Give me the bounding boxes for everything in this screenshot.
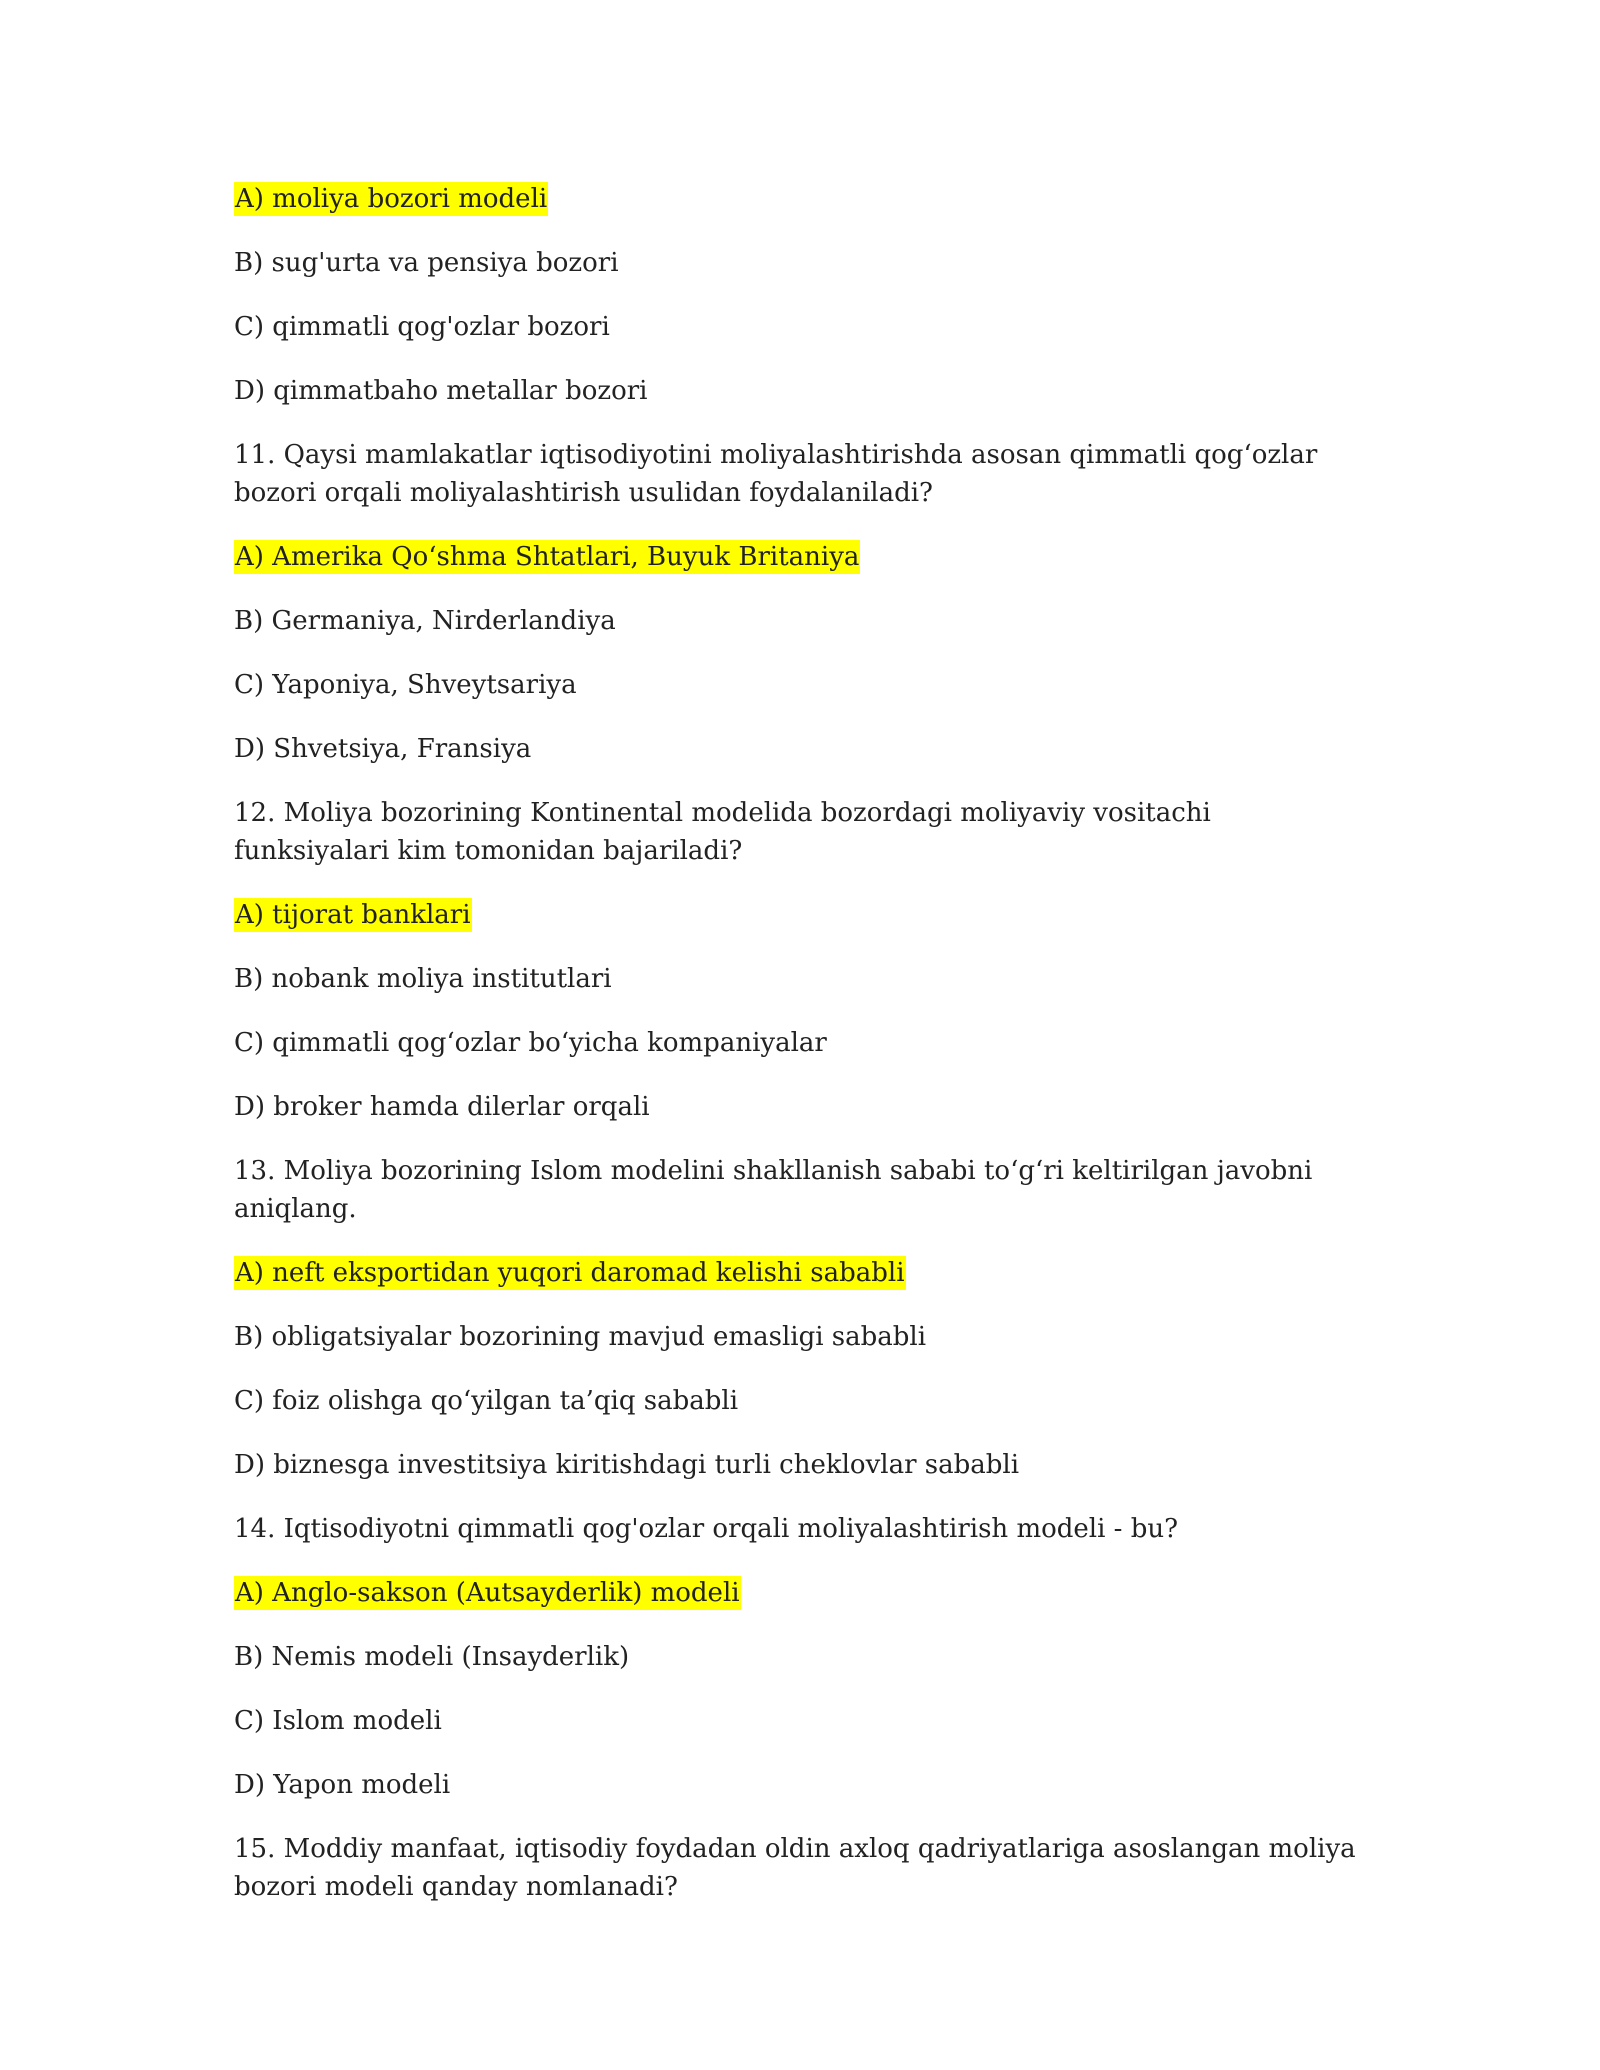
answer-text: C) Islom modeli (234, 1706, 442, 1736)
answer-text: C) foiz olishga qo‘yilgan ta’qiq sababli (234, 1386, 739, 1416)
answer-text: D) biznesga investitsiya kiritishdagi turli cheklovlar sababli (234, 1450, 1020, 1480)
answer-text: B) Nemis modeli (Insayderlik) (234, 1642, 630, 1672)
answer-option (234, 896, 1364, 934)
answer-option (234, 1318, 1364, 1356)
answer-option (234, 1024, 1364, 1062)
answer-option (234, 1088, 1364, 1126)
answer-option (234, 1702, 1364, 1740)
answer-text: D) broker hamda dilerlar orqali (234, 1092, 650, 1122)
answer-option (234, 602, 1364, 640)
answer-option (234, 1638, 1364, 1676)
answer-option (234, 666, 1364, 704)
answer-text: A) moliya bozori modeli (235, 184, 548, 214)
answer-text: A) neft eksportidan yuqori daromad kelishi sababli (235, 1258, 905, 1288)
answer-text: D) qimmatbaho metallar bozori (234, 376, 648, 406)
answer-option (234, 1766, 1364, 1804)
answer-text: B) Germaniya, Nirderlandiya (234, 606, 616, 636)
answer-text: D) Shvetsiya, Fransiya (234, 734, 532, 764)
answer-text: A) Anglo-sakson (Autsayderlik) modeli (235, 1578, 740, 1608)
answer-option (234, 1254, 1364, 1292)
answer-option (234, 180, 1364, 218)
question-text (234, 1830, 1364, 1906)
answer-text: C) qimmatli qog‘ozlar bo‘yicha kompaniyalar (234, 1028, 827, 1058)
answer-option (234, 372, 1364, 410)
question-text-content: 14. Iqtisodiyotni qimmatli qog'ozlar orqali moliyalashtirish modeli - bu? (234, 1514, 1179, 1544)
answer-text: C) Yaponiya, Shveytsariya (234, 670, 577, 700)
answer-text: A) tijorat banklari (235, 900, 471, 930)
question-text-content: 13. Moliya bozorining Islom modelini shakllanish sababi to‘g‘ri keltirilgan javobni aniqlang. (234, 1156, 1313, 1224)
answer-option (234, 538, 1364, 576)
answer-text: C) qimmatli qog'ozlar bozori (234, 312, 610, 342)
answer-text: B) nobank moliya institutlari (234, 964, 612, 994)
question-text-content: 12. Moliya bozorining Kontinental modelida bozordagi moliyaviy vositachi funksiyalari kim tomonidan bajariladi? (234, 798, 1211, 866)
document-content (234, 180, 1364, 1932)
answer-option (234, 1446, 1364, 1484)
answer-text: A) Amerika Qo‘shma Shtatlari, Buyuk Britaniya (235, 542, 860, 572)
answer-option (234, 308, 1364, 346)
question-text (234, 794, 1364, 870)
answer-option (234, 1382, 1364, 1420)
answer-option (234, 1574, 1364, 1612)
answer-text: D) Yapon modeli (234, 1770, 451, 1800)
answer-option (234, 244, 1364, 282)
question-text (234, 1510, 1364, 1548)
answer-option (234, 730, 1364, 768)
answer-text: B) obligatsiyalar bozorining mavjud emasligi sababli (234, 1322, 927, 1352)
question-text-content: 11. Qaysi mamlakatlar iqtisodiyotini moliyalashtirishda asosan qimmatli qog‘ozlar bozori orqali moliyalashtirish usulidan foydalaniladi? (234, 440, 1318, 508)
question-text (234, 436, 1364, 512)
answer-text: B) sug'urta va pensiya bozori (234, 248, 619, 278)
answer-option (234, 960, 1364, 998)
question-text (234, 1152, 1364, 1228)
question-text-content: 15. Moddiy manfaat, iqtisodiy foydadan oldin axloq qadriyatlariga asoslangan moliya bozori modeli qanday nomlanadi? (234, 1834, 1356, 1902)
